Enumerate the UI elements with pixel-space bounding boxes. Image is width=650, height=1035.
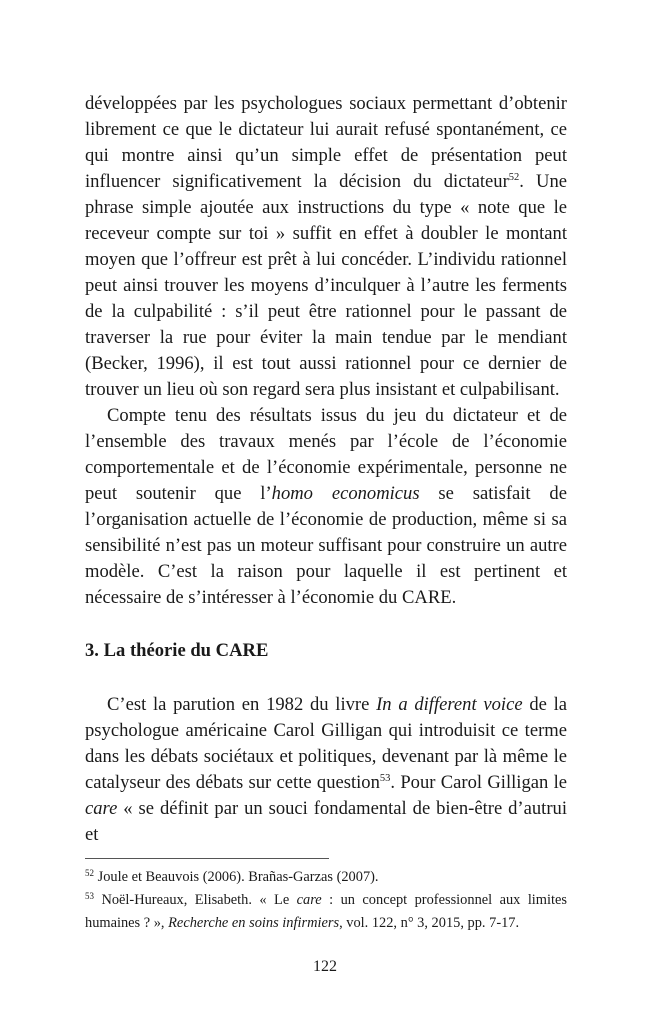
paragraph-2-text: Compte tenu des résultats issus du jeu du dictateur et de l’ensemble des travaux menés par l’école de l’économie comportementale et de l’économie expérimentale, personne ne peut soutenir que l’ <box>85 405 567 504</box>
page-number: 122 <box>313 958 337 975</box>
footnote-text: Noël-Hureaux, Elisabeth. « Le <box>94 892 297 908</box>
footnotes <box>85 866 567 935</box>
footnote-ref-53[interactable]: 53 <box>379 773 391 784</box>
footnote-number: 52 <box>85 868 94 878</box>
footnote-italic: care <box>296 892 322 908</box>
book-title-italic: In a different voice <box>376 694 523 715</box>
paragraph-3-text-cont-3: « se définit par un souci fondamental de bien-être d’autrui et <box>85 798 567 845</box>
footnote-number: 53 <box>85 891 94 901</box>
footnote-text: Joule et Beauvois (2006). Brañas-Garzas (2007). <box>94 869 379 885</box>
paragraph-3-text-cont-2: . Pour Carol Gilligan le <box>390 772 567 793</box>
section-heading: 3. La théorie du CARE <box>85 640 269 661</box>
footnote-separator <box>85 858 329 859</box>
care-italic: care <box>85 798 118 819</box>
paragraph-2-text-cont: se satisfait de l’organisation actuelle de l’économie de production, même si sa sensibilité n’est pas un moteur suffisant pour construire un autre modèle. C’est la raison pour laquelle il est pertinent et nécessaire de s’intéresser à l’économie du CARE. <box>85 483 567 608</box>
paragraph-3 <box>85 692 567 848</box>
paragraph-1-text: développées par les psychologues sociaux permettant d’obtenir librement ce que le dictateur lui aurait refusé spontanément, ce qui montre ainsi qu’un simple effet de présentation peut influencer significativement la décision du dictateur <box>85 93 567 192</box>
paragraph-2-italic: homo economicus <box>271 483 420 504</box>
footnote-ref-52[interactable]: 52 <box>508 172 520 183</box>
paragraph-1-text-cont: . Une phrase simple ajoutée aux instructions du type « note que le receveur compte sur toi » suffit en effet à doubler le montant moyen que l’offreur est prêt à lui concéder. L’individu rationnel peut ainsi trouver les moyens d’inculquer à l’autre les ferments de la culpabilité : s’il peut être rationnel pour le passant de traverser la rue pour éviter la main tendue par le mendiant (Becker, 1996), il est tout aussi rationnel pour ce dernier de trouver un lieu où son regard sera plus insistant et culpabilisant. <box>85 171 567 400</box>
footnote-52 <box>85 866 567 889</box>
paragraph-3-text: C’est la parution en 1982 du livre <box>107 694 377 715</box>
footnote-53 <box>85 889 567 935</box>
footnote-text-cont-2: , vol. 122, n° 3, 2015, pp. 7-17. <box>339 915 520 931</box>
journal-title-italic: Recherche en soins infirmiers <box>168 915 340 931</box>
body-text <box>85 91 567 848</box>
paragraph-1 <box>85 91 567 403</box>
paragraph-3-text-cont: de la psychologue américaine Carol Gilligan qui introduisit ce terme dans les débats sociétaux et politiques, devenant par là même le catalyseur des débats sur cette question <box>85 694 568 793</box>
paragraph-2 <box>85 403 567 611</box>
footnote-text-cont: : un concept professionnel aux limites humaines ? », <box>85 892 567 931</box>
